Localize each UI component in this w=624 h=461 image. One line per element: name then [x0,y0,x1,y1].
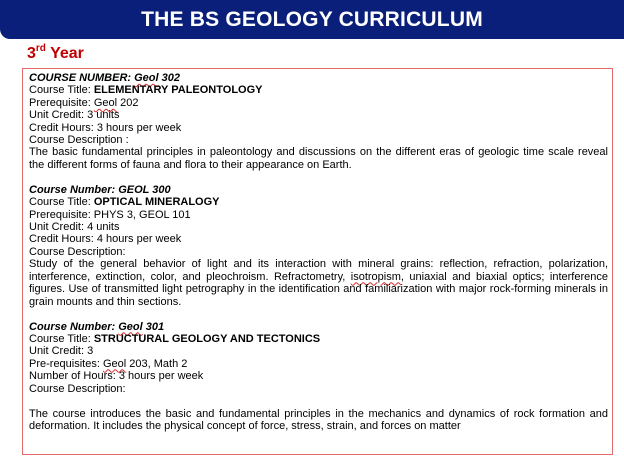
course-description: The course introduces the basic and fundamental principles in the mechanics and dynamics of rock formation and deformation. It includes the physical concept of force, stress, strain, and forces on matter [29,407,608,432]
year-heading [27,45,84,63]
course-number: COURSE NUMBER: Geol 302 [29,72,180,84]
course-list-box [22,68,613,455]
curriculum-title-banner [0,0,624,39]
course-geol-302 [29,72,608,171]
course-title-line: Course Title: OPTICAL MINERALOGY [29,196,220,209]
course-geol-300 [29,184,608,308]
course-number: Course Number: Geol 301 [29,320,165,333]
course-unit-credit: Unit Credit: 4 units [29,221,120,234]
course-description-heading: Course Description: [29,382,126,395]
course-credit-hours: Credit Hours: 4 hours per week [29,233,182,246]
course-prerequisite: Prerequisite: PHYS 3, GEOL 101 [29,208,191,221]
course-description: Study of the general behavior of light and its interaction with mineral grains: reflection, refraction, polarization, interference, extinction, color, and pleochroism. Refractometry, isotropism, uniaxial and biaxial optics; interference figures. Use of transmitted light petrography in the identification and familiarization with major rock-forming minerals in grain mounts and thin sections. [29,258,609,308]
course-title: STRUCTURAL GEOLOGY AND TECTONICS [93,332,321,345]
course-number-of-hours: Number of Hours: 3 hours per week [29,370,204,383]
year-number: 3 [27,45,36,62]
course-geol-301 [29,321,608,433]
course-prerequisite: Prerequisite: Geol 202 [29,96,139,109]
course-title-line: Course Title: STRUCTURAL GEOLOGY AND TECTONICS [29,332,321,345]
course-description: The basic fundamental principles in paleontology and discussions on the different eras of geologic time scale reveal the different forms of fauna and flora to their appearance on Earth. [29,146,608,171]
course-unit-credit: Unit Credit: 3 units [29,109,120,122]
course-credit-hours: Credit Hours: 3 hours per week [29,121,182,134]
course-code: Geol [134,72,159,84]
course-title: OPTICAL MINERALOGY [93,196,220,209]
course-description-heading: Course Description : [29,134,129,147]
course-number: Course Number: GEOL 300 [29,183,171,196]
course-unit-credit: Unit Credit: 3 [29,345,94,358]
course-code: Geol [118,320,143,333]
year-suffix: rd [35,43,46,54]
page-title: THE BS GEOLOGY CURRICULUM [141,7,483,31]
year-label: Year [50,45,84,62]
course-title-line: Course Title: ELEMENTARY PALEONTOLOGY [29,84,263,97]
course-prerequisite: Pre-requisites: Geol 203, Math 2 [29,357,188,370]
course-title: ELEMENTARY PALEONTOLOGY [93,84,263,97]
course-description-heading: Course Description: [29,245,126,258]
